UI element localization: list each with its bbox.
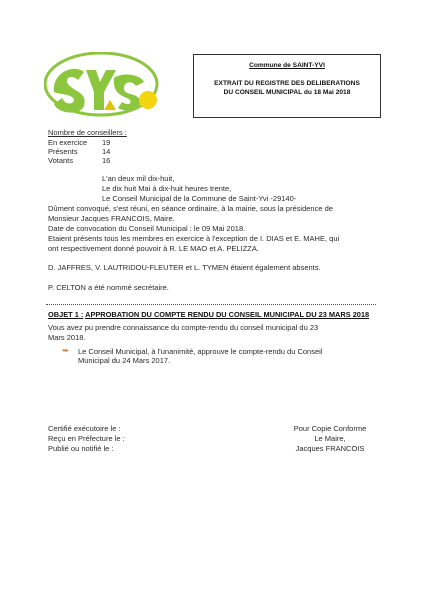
body-line-2: Mars 2018.	[48, 333, 86, 342]
certifie-executoire: Certifié exécutoire le :	[48, 424, 121, 433]
mayor-signature-block	[284, 424, 376, 453]
count-label: Votants	[48, 156, 74, 166]
body-line-1: Vous avez pu prendre connaissance du compte-rendu du conseil municipal du 23	[48, 323, 319, 332]
commune-name: Commune de SAINT-YVI	[249, 62, 325, 69]
intro-line-5: Monsieur Jacques FRANCOIS, Maire.	[48, 214, 175, 223]
count-row-votants	[48, 156, 110, 165]
recu-prefecture: Reçu en Préfecture le :	[48, 433, 125, 443]
count-value: 19	[102, 138, 111, 147]
header-box	[193, 54, 381, 118]
section-separator	[46, 304, 376, 305]
count-row-exercice	[48, 138, 110, 147]
count-label: En exercice	[48, 138, 88, 147]
objet-label: OBJET 1 :	[48, 310, 84, 319]
register-title-line-2: DU CONSEIL MUNICIPAL du 18 Mai 2018	[223, 88, 351, 96]
count-value: 16	[102, 156, 111, 166]
objet-title: APPROBATION DU COMPTE RENDU DU CONSEIL MUNICIPAL DU 23 MARS 2018	[85, 310, 370, 319]
counts-table	[48, 138, 110, 166]
decision-text	[78, 347, 378, 366]
saint-yvi-logo-icon	[44, 52, 162, 120]
arrow-bullet-icon: ➥	[62, 346, 69, 355]
secretary-text: P. CELTON a été nommé secrétaire.	[48, 283, 169, 292]
count-label: Présents	[48, 147, 78, 157]
mayor-name: Jacques FRANCOIS	[295, 443, 365, 453]
copie-conforme: Pour Copie Conforme	[293, 424, 367, 433]
intro-line-4: Dûment convoqué, s'est réuni, en séance ordinaire, à la mairie, sous la présidence de	[48, 204, 333, 213]
intro-line-1: L'an deux mil dix-huit,	[102, 174, 175, 183]
objet-heading	[48, 310, 369, 319]
count-row-presents	[48, 147, 110, 156]
le-maire: Le Maire,	[314, 433, 346, 443]
intro-line-2: Le dix huit Mai à dix-huit heures trente,	[102, 184, 232, 193]
register-title-line-1: EXTRAIT DU REGISTRE DES DELIBERATIONS	[214, 80, 360, 87]
count-value: 14	[102, 147, 111, 157]
certification-block	[48, 424, 125, 453]
intro-line-6: Date de convocation du Conseil Municipal : le 09 Mai 2018.	[48, 224, 246, 233]
intro-line-7: Etaient présents tous les membres en exercice à l'exception de I. DIAS et E. MAHE, qui	[48, 234, 340, 243]
intro-line-3: Le Conseil Municipal de la Commune de Saint-Yvi -29140-	[102, 194, 297, 203]
intro-line-8: ont respectivement donné pouvoir à R. LE MAO et A. PELIZZA.	[48, 244, 259, 253]
absents-text: D. JAFFRES, V. LAUTRIDOU-FLEUTER et L. TYMEN étaient également absents.	[48, 263, 321, 272]
publie-notifie: Publié ou notifié le :	[48, 443, 114, 453]
decision-line-2: Municipal du 24 Mars 2017.	[78, 356, 171, 366]
counts-heading: Nombre de conseillers :	[48, 128, 127, 137]
decision-line-1: Le Conseil Municipal, à l'unanimité, approuve le compte-rendu du Conseil	[78, 347, 323, 356]
